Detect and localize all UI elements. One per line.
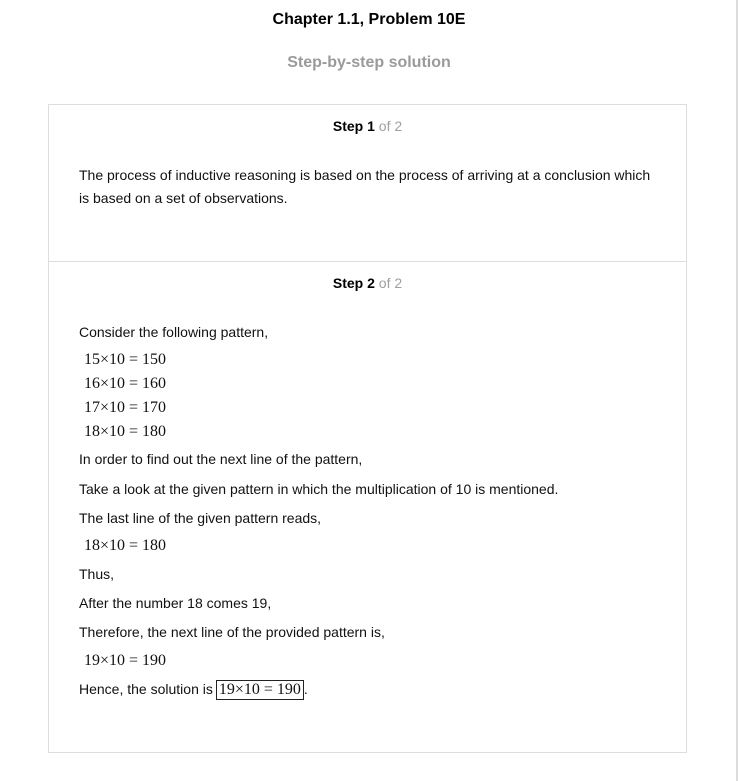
step-1-number: 1: [367, 118, 375, 134]
pattern-line-1: 15×10 = 150: [84, 351, 167, 368]
pattern-line-2: 16×10 = 160: [84, 375, 167, 392]
look-text: Take a look at the given pattern in which the multiplication of 10 is mentioned.: [79, 481, 559, 497]
therefore-text: Therefore, the next line of the provided pattern is,: [79, 624, 385, 640]
step-1-header: [48, 118, 687, 134]
step-2-label: Step: [332, 275, 364, 291]
step-1-label: Step: [332, 118, 364, 134]
step-2-number: 2: [367, 275, 375, 291]
last-line-text: The last line of the given pattern reads,: [79, 510, 322, 526]
pattern-line-4: 18×10 = 180: [84, 423, 167, 440]
step-1-paragraph: The process of inductive reasoning is based on the process of arriving at a conclusion which is based on a set of observations.: [79, 167, 651, 206]
after-text: After the number 18 comes 19,: [79, 595, 272, 611]
last-equation: 18×10 = 180: [84, 537, 167, 554]
thus-text: Thus,: [79, 566, 115, 582]
step-2-header: [48, 275, 687, 291]
pattern-intro: Consider the following pattern,: [79, 324, 269, 340]
hence-line: [79, 678, 659, 701]
boxed-answer: 19×10 = 190: [216, 680, 304, 700]
next-line-text: In order to find out the next line of the pattern,: [79, 451, 363, 467]
solution-subtitle: Step-by-step solution: [287, 54, 451, 71]
next-equation: 19×10 = 190: [84, 652, 167, 669]
pattern-line-3: 17×10 = 170: [84, 399, 167, 416]
step-2-total: of 2: [378, 275, 403, 291]
problem-title: Chapter 1.1, Problem 10E: [272, 11, 466, 28]
hence-text: Hence, the solution is: [79, 681, 213, 697]
step-1-total: of 2: [378, 118, 403, 134]
answer-period: .: [303, 681, 308, 697]
step-divider: [48, 261, 687, 262]
